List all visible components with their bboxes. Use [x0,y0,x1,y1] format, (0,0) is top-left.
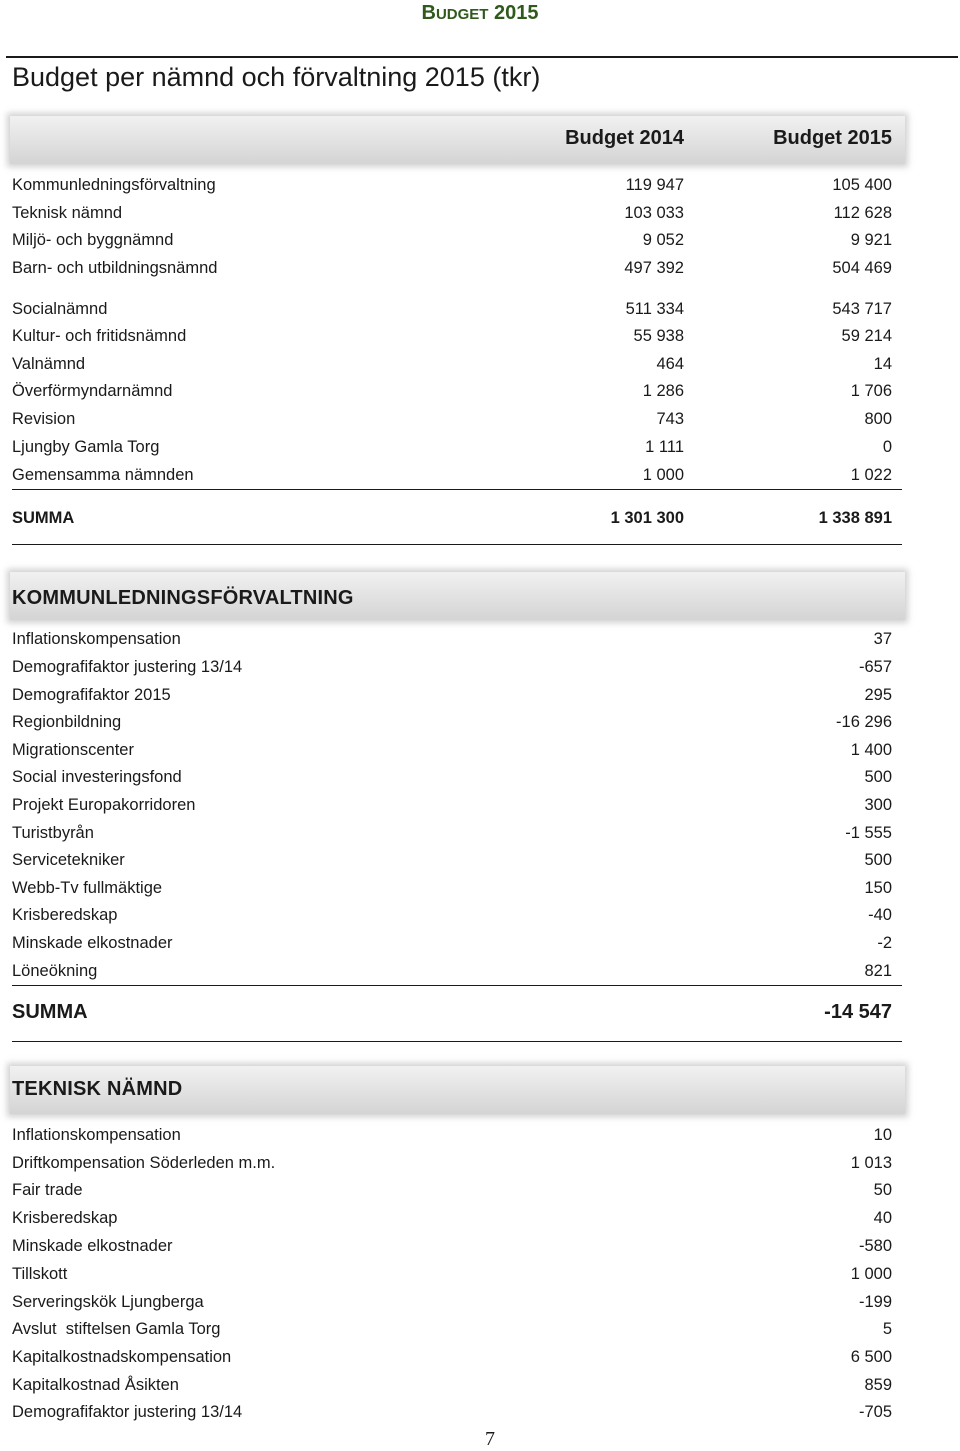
list-item [12,1265,892,1289]
budget-2015-value: 1 706 [850,382,892,400]
summary-total-2014: 1 301 300 [610,509,684,527]
list-item [12,1237,892,1261]
list-item [12,824,892,848]
table-row [12,382,892,406]
list-item [12,1209,892,1233]
table-row [12,176,892,200]
budget-2014-value: 1 000 [642,466,684,484]
table-row [12,355,892,379]
budget-2015-value: 543 717 [832,300,892,318]
teknisk-section-title: TEKNISK NÄMND [12,1078,183,1100]
table-row [12,231,892,255]
item-label: Kapitalkostnadskompensation [12,1348,232,1366]
budget-2014-value: 511 334 [625,300,684,318]
budget-2015-value: 504 469 [832,259,892,277]
row-label: Kommunledningsförvaltning [12,176,216,194]
item-label: Inflationskompensation [12,630,181,648]
item-value: 5 [882,1320,892,1338]
row-label: Valnämnd [12,355,86,373]
item-label: Migrationscenter [12,741,134,759]
budget-2015-value: 0 [882,438,892,456]
list-item [12,1126,892,1150]
item-label: Webb-Tv fullmäktige [12,879,163,897]
budget-2014-value: 743 [656,410,684,428]
item-label: Servicetekniker [12,851,125,869]
kommunledning-total-label: SUMMA [12,1001,88,1023]
budget-2015-value: 112 628 [833,204,892,222]
budget-2014-value: 497 392 [624,259,684,277]
running-header [0,2,960,25]
list-item [12,658,892,682]
summary-bottom-rule [12,544,902,545]
row-label: Gemensamma nämnden [12,466,194,484]
item-value: 500 [864,851,892,869]
budget-2015-value: 59 214 [841,327,892,345]
table-row [12,327,892,351]
item-label: Krisberedskap [12,906,118,924]
item-value: 1 400 [850,741,892,759]
item-label: Demografifaktor justering 13/14 [12,658,243,676]
item-label: Fair trade [12,1181,83,1199]
budget-2014-value: 119 947 [625,176,684,194]
list-item [12,1181,892,1205]
item-value: 37 [873,630,892,648]
item-label: Tillskott [12,1265,68,1283]
item-value: -2 [877,934,892,952]
item-value: -580 [858,1237,892,1255]
row-label: Revision [12,410,76,428]
row-label: Teknisk nämnd [12,204,123,222]
list-item [12,1376,892,1400]
list-item [12,796,892,820]
item-value: -705 [858,1403,892,1421]
item-label: Minskade elkostnader [12,934,173,952]
column-header-budget-2014: Budget 2014 [565,127,684,149]
list-item [12,1403,892,1427]
kommunledning-total-value: -14 547 [824,1001,892,1023]
item-value: 40 [873,1209,892,1227]
item-value: 50 [873,1181,892,1199]
table-row [12,300,892,324]
item-label: Driftkompensation Söderleden m.m. [12,1154,276,1172]
item-label: Regionbildning [12,713,122,731]
budget-2015-value: 105 400 [832,176,892,194]
item-value: -1 555 [845,824,892,842]
budget-2015-value: 1 022 [850,466,892,484]
summary-total-2015: 1 338 891 [818,509,892,527]
budget-2014-value: 103 033 [624,204,684,222]
item-label: Turistbyrån [12,824,94,842]
list-item [12,1154,892,1178]
item-value: -199 [858,1293,892,1311]
row-label: Miljö- och byggnämnd [12,231,174,249]
item-label: Serveringskök Ljungberga [12,1293,204,1311]
summary-header-band [10,116,905,164]
item-value: -16 296 [836,713,892,731]
item-value: 300 [864,796,892,814]
item-label: Krisberedskap [12,1209,118,1227]
item-value: 150 [864,879,892,897]
item-label: Demografifaktor 2015 [12,686,171,704]
kommunledning-bottom-rule [12,1041,902,1042]
list-item [12,713,892,737]
list-item [12,851,892,875]
list-item [12,1348,892,1372]
item-value: 859 [864,1376,892,1394]
list-item [12,962,892,986]
list-item [12,1293,892,1317]
item-value: 500 [864,768,892,786]
page-number: 7 [485,1428,495,1450]
list-item [12,1320,892,1344]
header-rule [6,56,958,58]
item-label: Avslut stiftelsen Gamla Torg [12,1320,221,1338]
item-value: 1 013 [850,1154,892,1172]
budget-2014-value: 55 938 [633,327,684,345]
list-item [12,630,892,654]
kommunledning-divider [12,985,902,986]
table-row [12,259,892,283]
list-item [12,741,892,765]
list-item [12,879,892,903]
row-label: Socialnämnd [12,300,108,318]
item-label: Kapitalkostnad Åsikten [12,1376,179,1394]
item-label: Minskade elkostnader [12,1237,173,1255]
running-header-year: 2015 [494,2,539,24]
item-value: 1 000 [850,1265,892,1283]
item-label: Social investeringsfond [12,768,182,786]
item-label: Projekt Europakorridoren [12,796,196,814]
running-header-initial: B [421,2,436,24]
row-label: Kultur- och fritidsnämnd [12,327,187,345]
table-row [12,410,892,434]
row-label: Ljungby Gamla Torg [12,438,160,456]
table-row [12,204,892,228]
item-value: 10 [873,1126,892,1144]
list-item [12,686,892,710]
budget-2014-value: 464 [656,355,684,373]
summary-total-label: SUMMA [12,509,75,527]
row-label: Barn- och utbildningsnämnd [12,259,218,277]
list-item [12,934,892,958]
budget-2014-value: 1 111 [645,438,684,456]
table-row [12,466,892,490]
budget-2015-value: 9 921 [850,231,892,249]
budget-2015-value: 14 [873,355,892,373]
item-value: -657 [858,658,892,676]
column-header-budget-2015: Budget 2015 [773,127,892,149]
item-value: -40 [868,906,892,924]
item-value: 6 500 [850,1348,892,1366]
row-label: Överförmyndarnämnd [12,382,173,400]
running-header-rest: UDGET [435,6,489,23]
budget-2015-value: 800 [864,410,892,428]
budget-2014-value: 9 052 [642,231,684,249]
item-value: 295 [864,686,892,704]
item-label: Inflationskompensation [12,1126,181,1144]
page-title: Budget per nämnd och förvaltning 2015 (tkr) [12,62,541,92]
item-value: 821 [864,962,892,980]
summary-divider [12,489,902,490]
table-row [12,438,892,462]
item-label: Demografifaktor justering 13/14 [12,1403,243,1421]
list-item [12,768,892,792]
list-item [12,906,892,930]
kommunledning-section-title: KOMMUNLEDNINGSFÖRVALTNING [12,587,354,609]
budget-2014-value: 1 286 [642,382,684,400]
item-label: Löneökning [12,962,98,980]
